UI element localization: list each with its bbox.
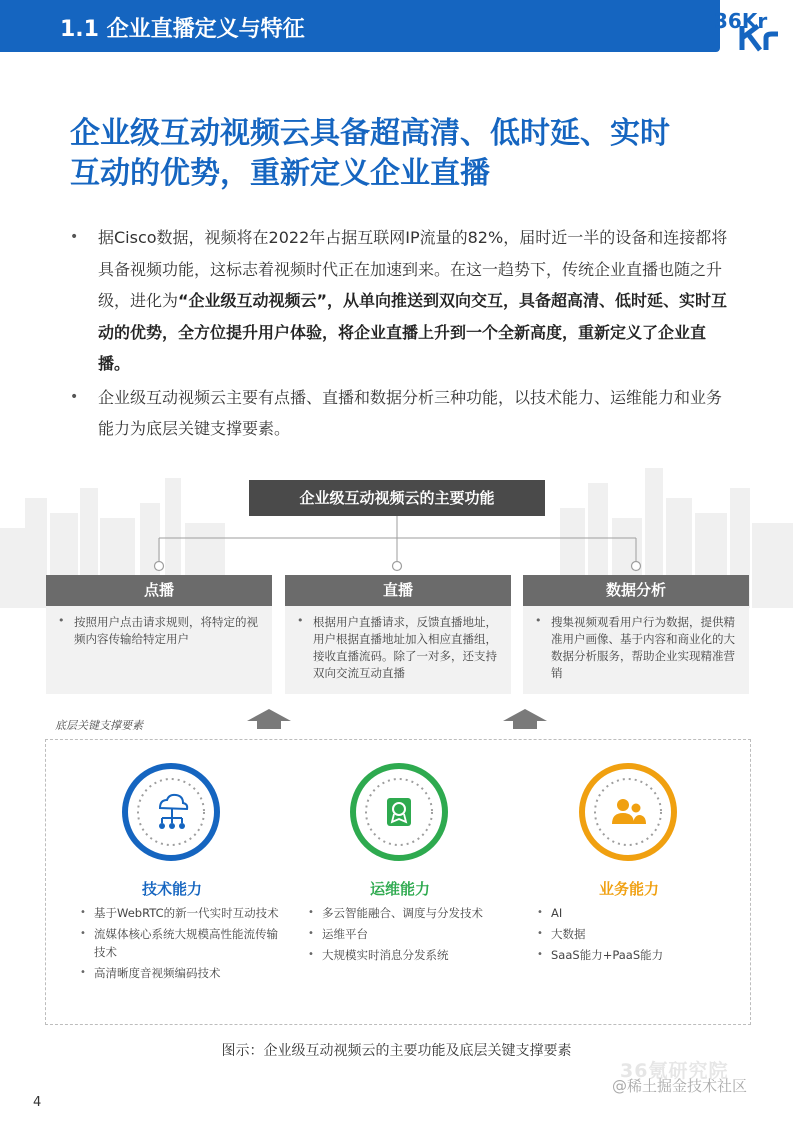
capability-items: [80, 904, 280, 985]
supporting-elements-label: 底层关键支撑要素: [55, 719, 143, 732]
function-body: [46, 606, 272, 694]
list-item-text: SaaS能力+PaaS能力: [551, 948, 664, 962]
list-item-text: 流媒体核心系统大规模高性能流传输技术: [94, 927, 278, 959]
badge-shield-icon: [349, 762, 449, 862]
watermark-text: @稀土掘金技术社区: [612, 1077, 748, 1095]
list-item: [308, 925, 508, 943]
bullet-1-bold-text: “企业级互动视频云”，从单向推送到双向交互，具备超高清、低时延、实时互动的优势，全方位提升用户体验，将企业直播上升到一个全新高度，重新定义了企业直播。: [98, 291, 728, 373]
capability-items: [537, 904, 737, 967]
bullet-dot: •: [537, 907, 543, 918]
bullet-2: [70, 382, 730, 445]
function-desc: 根据用户直播请求，反馈直播地址，用户根据直播地址加入相应直播组，接收直播流码。除了一对多，还支持双向交流互动直播: [313, 615, 497, 680]
headline-line-2: 互动的优势，重新定义企业直播: [70, 156, 490, 191]
figure-caption: 图示：企业级互动视频云的主要功能及底层关键支撑要素: [221, 1043, 572, 1059]
bullet-dot: •: [537, 949, 543, 960]
bullet-1-text: 据Cisco数据，视频将在2022年占据互联网IP流量的82%，届时近一半的设备和连接都将具备视频功能，这标志着视频时代正在加速到来。在这一趋势下，传统企业直播也随之升级，进化为: [98, 228, 728, 310]
list-item: [537, 925, 737, 943]
up-arrow-icon: [247, 709, 291, 729]
bullet-dot: •: [70, 388, 79, 405]
logo-36-text: 36Kr: [714, 9, 768, 33]
up-arrow-icon: [503, 709, 547, 729]
users-icon: [578, 762, 678, 862]
list-item: [308, 904, 508, 922]
list-item: [80, 904, 280, 922]
page-number: 4: [33, 1095, 42, 1110]
function-desc: 搜集视频观看用户行为数据，提供精准用户画像、基于内容和商业化的大数据分析服务，帮助企业实现精准营销: [551, 615, 735, 680]
function-card-analytics: [523, 575, 749, 694]
capability-title: 业务能力: [598, 880, 659, 898]
bullet-dot: •: [297, 614, 304, 627]
list-item-text: 运维平台: [322, 927, 368, 941]
function-title: 数据分析: [523, 575, 749, 606]
section-title: 1.1 企业直播定义与特征: [60, 17, 305, 42]
bullet-dot: •: [535, 614, 542, 627]
bullet-dot: •: [308, 928, 314, 939]
cloud-network-icon: [121, 762, 221, 862]
body-bullets: [70, 222, 730, 447]
bullet-dot: •: [80, 928, 86, 939]
function-title: 点播: [46, 575, 272, 606]
function-card-live: [285, 575, 511, 694]
list-item: [537, 904, 737, 922]
function-body: [523, 606, 749, 694]
36kr-logo: [712, 6, 792, 52]
function-title: 直播: [285, 575, 511, 606]
list-item-text: AI: [551, 906, 563, 920]
headline: [70, 114, 730, 194]
main-functions-title: 企业级互动视频云的主要功能: [249, 480, 545, 516]
bullet-dot: •: [58, 614, 65, 627]
list-item: [308, 946, 508, 964]
research-watermark-text: 36氪研究院: [620, 1060, 729, 1082]
function-desc: 按照用户点击请求规则，将特定的视频内容传输给特定用户: [74, 615, 258, 646]
bullet-dot: •: [80, 967, 86, 978]
capability-items: [308, 904, 508, 967]
list-item-text: 大数据: [551, 927, 586, 941]
function-body: [285, 606, 511, 694]
list-item-text: 多云智能融合、调度与分发技术: [322, 906, 483, 920]
headline-line-1: 企业级互动视频云具备超高清、低时延、实时: [70, 116, 670, 151]
tree-connectors: [0, 516, 793, 576]
capability-title: 运维能力: [369, 880, 430, 898]
bullet-1: [70, 222, 730, 380]
bullet-2-text: 企业级互动视频云主要有点播、直播和数据分析三种功能，以技术能力、运维能力和业务能力为底层关键支撑要素。: [98, 387, 723, 438]
list-item-text: 高清晰度音视频编码技术: [94, 966, 221, 980]
bullet-dot: •: [70, 229, 79, 245]
bullet-dot: •: [537, 928, 543, 939]
bullet-dot: •: [80, 907, 86, 918]
list-item: [80, 964, 280, 982]
list-item: [537, 946, 737, 964]
function-card-vod: [46, 575, 272, 694]
bullet-dot: •: [308, 907, 314, 918]
list-item: [80, 925, 280, 961]
bullet-dot: •: [308, 949, 314, 960]
list-item-text: 基于WebRTC的新一代实时互动技术: [94, 906, 279, 920]
list-item-text: 大规模实时消息分发系统: [322, 948, 449, 962]
capability-title: 技术能力: [141, 880, 202, 898]
section-header-bar: [0, 0, 720, 52]
